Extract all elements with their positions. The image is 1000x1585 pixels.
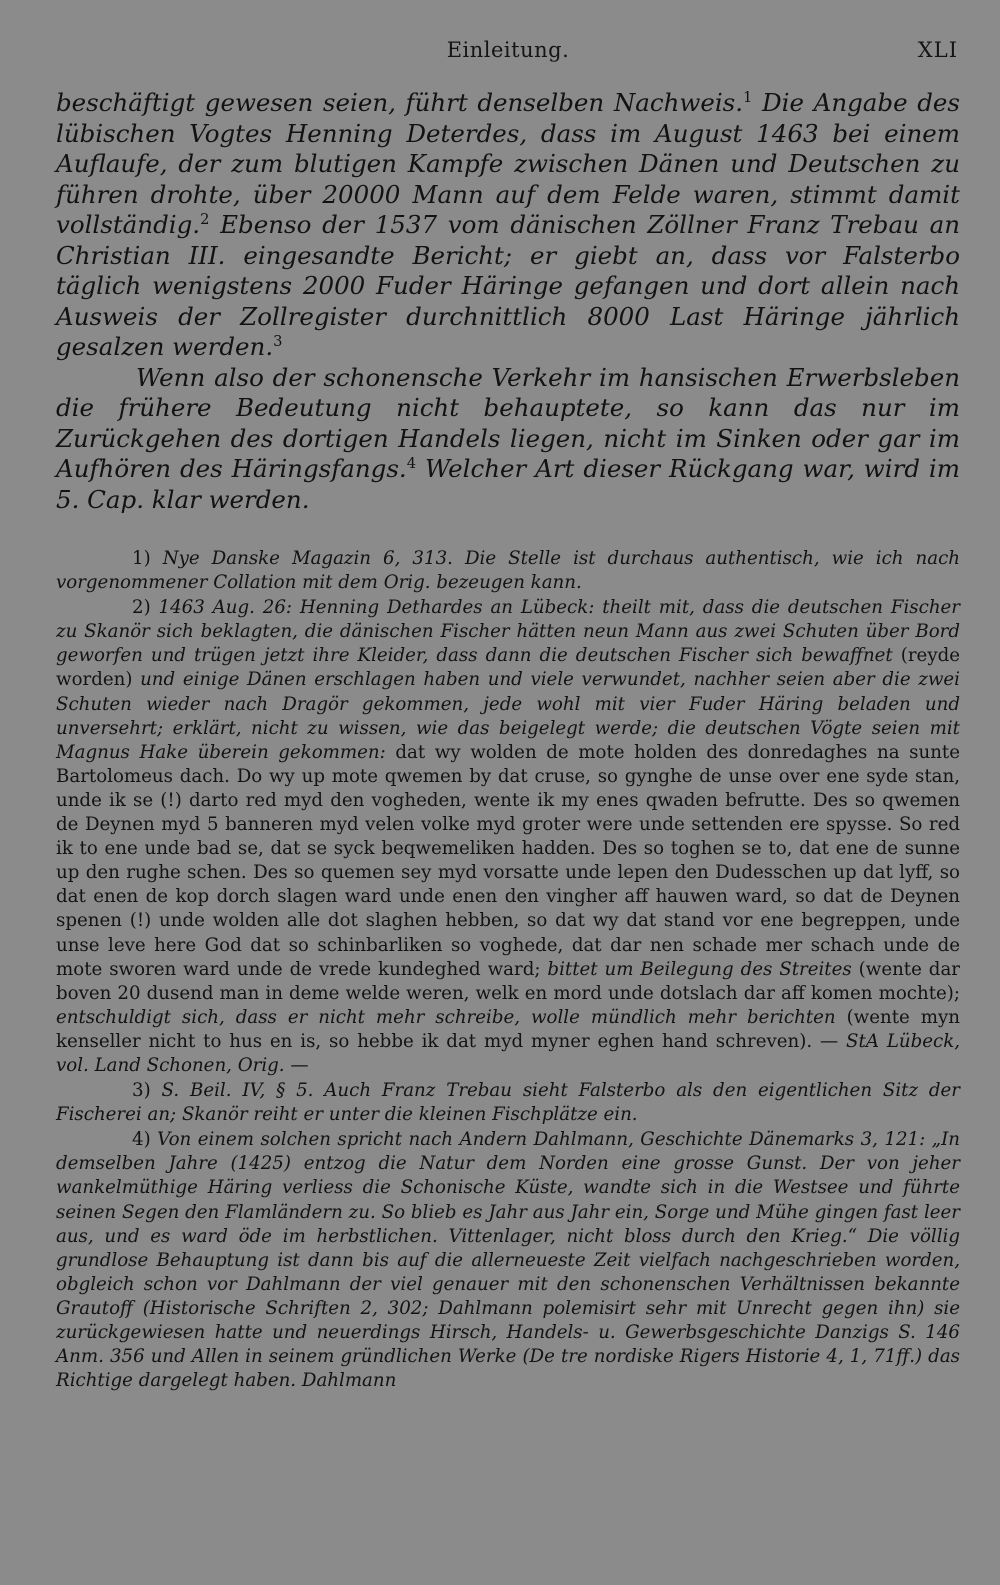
footnote-2-quote-d: (wente myn kenseller nicht to hus en is, so hebbe ik dat myd myner eghen hand schreven). — <box>56 1006 960 1052</box>
footnote-3 <box>56 1079 960 1127</box>
footnote-2 <box>56 596 960 1078</box>
footnote-4-text: Von einem solchen spricht nach Andern Dahlmann, Geschichte Dänemarks 3, 121: „In demselben Jahre (1425) entzog die Natur dem Norden eine grosse Gunst. Der von jeher wankelmüthige Häring verliess die Schonische Küste, wandte sich in die Westsee und führte seinen Segen den Flamländern zu. So blieb es Jahr aus Jahr ein, Sorge und Mühe gingen fast leer aus, und es ward öde im herbstlichen. Vittenlager, nicht bloss durch den Krieg.“ Die völlig grundlose Behauptung ist dann bis auf die allerneueste Zeit vielfach nachgeschrieben worden, obgleich schon vor Dahlmann der viel genauer mit den schonenschen Verhältnissen bekannte Grautoff (Historische Schriften 2, 302; Dahlmann polemisirt sehr mit Unrecht gegen ihn) sie zurückgewiesen hatte und neuerdings Hirsch, Handels- u. Gewerbsgeschichte Danzigs S. 146 Anm. 356 und Allen in seinem gründlichen Werke (De tre nordiske Rigers Historie 4, 1, 71ff.) das Richtige dargelegt haben. Dahlmann <box>56 1129 960 1392</box>
footnote-4-number: 4) <box>132 1129 158 1151</box>
paragraph-1-part-c: Ebenso der 1537 vom dänischen Zöllner Franz Trebau an Christian III. eingesandte Bericht; er giebt an, dass vor Falsterbo täglich wenigstens 2000 Fuder Häringe gefangen und dort allein nach Ausweis der Zollregister durchnittlich 8000 Last Häringe jährlich gesalzen werden. <box>56 210 960 361</box>
footnote-2-quote-c: (wente dar boven 20 dusend man in deme welde weren, welk en mord unde dotslach dar aff komen mochte); <box>56 958 960 1004</box>
footnotes <box>56 547 960 1393</box>
footnote-2-number: 2) <box>132 597 159 619</box>
paragraph-1-part-a: beschäftigt gewesen seien, führt denselben Nachweis. <box>56 88 744 117</box>
footnote-ref-3: 3 <box>273 332 283 350</box>
footnote-2-quote-a: (reyde worden) <box>56 645 960 691</box>
footnote-2-end-dash: — <box>284 1054 309 1076</box>
paragraph-1-part-b: Die Angabe des lübischen Vogtes Henning Deterdes, dass im August 1463 bei einem Auflaufe, der zum blutigen Kampfe zwischen Dänen und Deutschen zu führen drohte, über 20000 Mann auf dem Felde waren, stimmt damit vollständig. <box>56 88 960 239</box>
running-title: Einleitung. <box>446 38 570 62</box>
document-page <box>56 30 960 1560</box>
running-head <box>56 30 960 70</box>
main-text <box>56 88 960 515</box>
paragraph-2 <box>56 363 960 516</box>
footnote-1-number: 1) <box>132 548 163 569</box>
footnote-3-text: S. Beil. IV, § 5. Auch Franz Trebau sieht Falsterbo als den eigentlichen Sitz der Fischerei an; Skanör reiht er unter die kleinen Fischplätze ein. <box>56 1080 961 1126</box>
footnote-ref-1: 1 <box>743 88 753 106</box>
paragraph-1 <box>56 88 960 363</box>
footnote-ref-4: 4 <box>406 454 417 472</box>
footnote-2-summary-c: bittet um Beilegung des Streites <box>547 958 859 980</box>
footnote-3-number: 3) <box>132 1080 162 1102</box>
paragraph-2-part-b: Welcher Art dieser Rückgang war, wird im 5. Cap. klar werden. <box>56 454 960 514</box>
footnote-2-quote-b: dat wy wolden de mote holden des donredaghes na sunte Bartolomeus dach. Do wy up mote qwemen by dat cruse, so gynghe de unse over ene syde stan, unde ik se (!) darto red myd den vogheden, wente ik my enes qwaden befrutte. Des so qwemen de Deynen myd 5 banneren myd velen volke myd groter were unde settenden ere spysse. So red ik to ene unde bad se, dat se syck beqwemeliken hadden. Des so toghen se to, dat ene de sunne up den rughe schen. Des so quemen sey myd vorsatte unde lepen den Dudesschen up dat lyff, so dat enen de kop dorch slagen ward unde enen den vingher aff hauwen ward, so dat de Deynen spenen (!) unde wolden alle dot slaghen hebben, so dat wy dat stand vor ene begreppen, unde unse leve here God dat so schinbarliken so voghede, dat dar nen schade mer schach unde de mote sworen ward unde de vrede kundeghed ward; <box>56 741 960 980</box>
footnote-2-source: StA Lübeck, vol. Land Schonen, Orig. <box>56 1030 961 1076</box>
footnote-2-summary-a: 1463 Aug. 26: Henning Dethardes an Lübeck: theilt mit, dass die deutschen Fischer zu Skanör sich beklagten, die dänischen Fischer hätten neun Mann aus zwei Schuten über Bord geworfen und trügen jetzt ihre Kleider, dass dann die deutschen Fischer sich bewaffnet <box>56 597 960 667</box>
footnote-1-text: Nye Danske Magazin 6, 313. Die Stelle ist durchaus authentisch, wie ich nach vorgenommener Collation mit dem Orig. bezeugen kann. <box>56 548 961 594</box>
footnote-2-summary-d: entschuldigt sich, dass er nicht mehr schreibe, wolle mündlich mehr berichten <box>56 1006 847 1028</box>
footnote-ref-2: 2 <box>200 210 210 228</box>
footnote-2-summary-b: und einige Dänen erschlagen haben und viele verwundet, nachher seien aber die zwei Schuten wieder nach Dragör gekommen, jede wohl mit vier Fuder Häring beladen und unversehrt; erklärt, nicht zu wissen, wie das beigelegt werde; die deutschen Vögte seien mit Magnus Hake überein gekommen: <box>56 669 960 763</box>
footnote-1 <box>56 547 960 595</box>
paragraph-2-part-a: Wenn also der schonensche Verkehr im hansischen Erwerbsleben die frühere Bedeutung nicht behauptete, so kann das nur im Zurückgehen des dortigen Handels liegen, nicht im Sinken oder gar im Aufhören des Häringsfangs. <box>56 362 960 483</box>
page-number: XLI <box>917 38 958 62</box>
footnote-4 <box>56 1128 960 1393</box>
